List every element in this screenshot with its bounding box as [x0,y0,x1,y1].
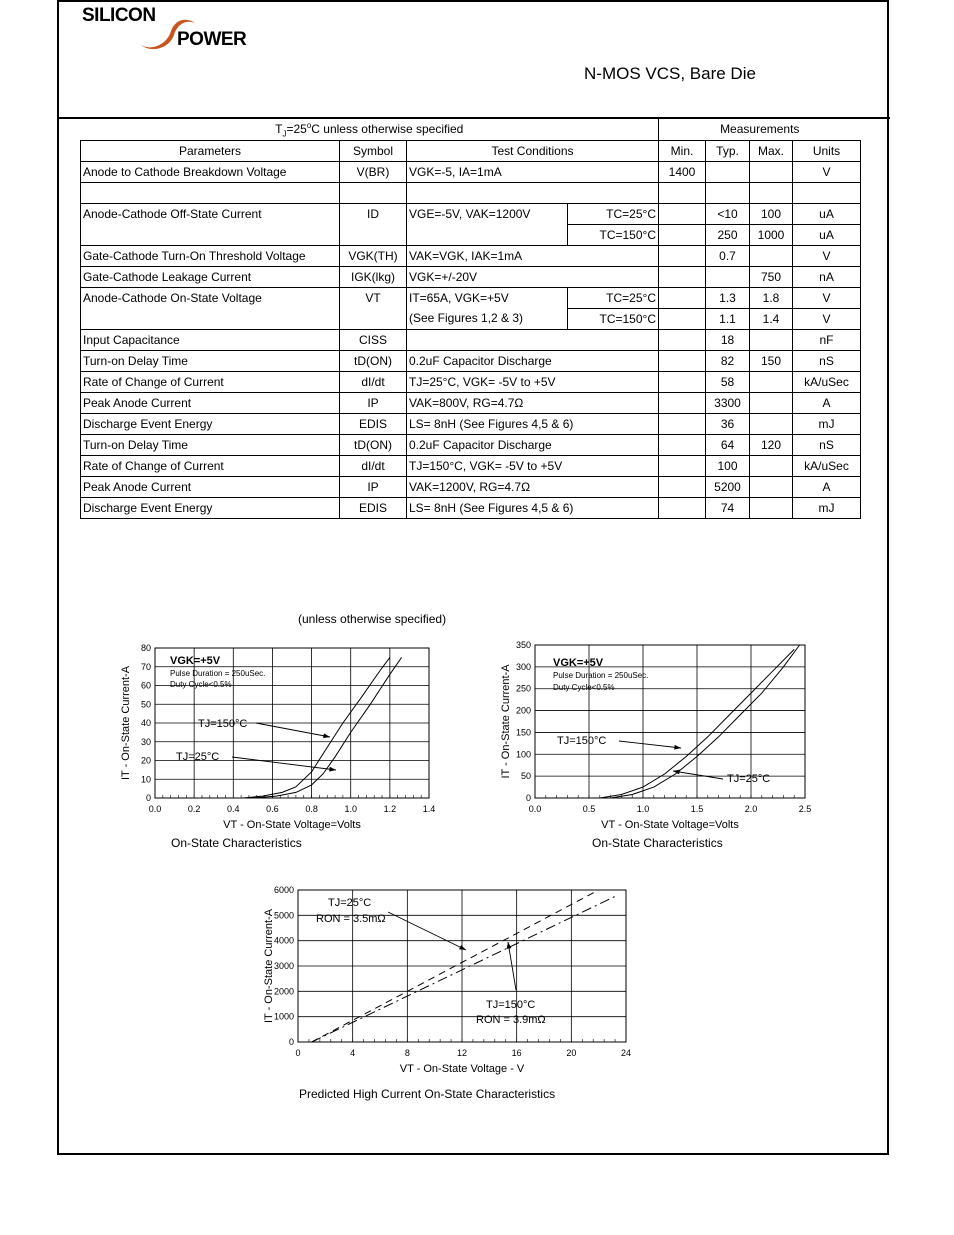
table-cell: V(BR) [340,161,407,182]
table-cell [659,224,706,245]
table-cell: 1.4 [750,308,793,329]
table-cell: 1.1 [706,308,750,329]
table-cell: dI/dt [340,371,407,392]
y-tick-label: 350 [515,640,531,650]
series-line [253,657,402,798]
table-cell: V [793,245,861,266]
chart-annotation: VGK=+5V [170,655,221,667]
table-row [81,266,861,287]
table-cell [659,203,706,224]
table-cell: V [793,287,861,308]
table-cell: TJ=150°C, VGK= -5V to +5V [407,455,659,476]
x-tick-label: 0.0 [528,804,542,814]
table-row [81,287,861,308]
table-cell: tD(ON) [340,350,407,371]
table-cell: <10 [706,203,750,224]
table-cell: 3300 [706,392,750,413]
table-row [81,434,861,455]
table-cell: Discharge Event Energy [81,497,340,518]
table-cell: 36 [706,413,750,434]
table-cell: V [793,161,861,182]
table-cell [340,308,407,329]
table-cell: IT=65A, VGK=+5V [407,287,568,308]
table-cell: EDIS [340,413,407,434]
chart-annotation: TJ=150°C [557,735,607,747]
charts-note: (unless otherwise specified) [298,612,447,626]
x-tick-label: 0.6 [266,804,279,814]
table-cell [659,392,706,413]
table-row [81,203,861,224]
table-cell: V [793,308,861,329]
table-cell: Input Capacitance [81,329,340,350]
table-cell: 1000 [750,224,793,245]
table-cell: Gate-Cathode Turn-On Threshold Voltage [81,245,340,266]
annotation-arrow [619,741,681,748]
chart-on-state-2 [483,640,823,855]
table-cell: Anode-Cathode On-State Voltage [81,287,340,308]
specifications-table [80,119,861,519]
table-cell: nS [793,350,861,371]
table-cell: 82 [706,350,750,371]
table-cell: 0.2uF Capacitor Discharge [407,350,659,371]
table-cell [750,371,793,392]
table-cell [659,455,706,476]
table-cell: mJ [793,413,861,434]
table-row [81,476,861,497]
y-tick-label: 50 [520,771,531,782]
table-cell [407,224,568,245]
chart-annotation: TJ=25°C [328,897,372,909]
table-cell: Discharge Event Energy [81,413,340,434]
y-tick-label: 60 [140,680,151,691]
y-tick-label: 70 [140,661,151,672]
table-cell: ID [340,203,407,224]
table-cell: Peak Anode Current [81,392,340,413]
table-cell [750,161,793,182]
table-row [81,413,861,434]
x-tick-label: 0.5 [582,804,596,814]
table-cell: VGK=-5, IA=1mA [407,161,659,182]
table-cell: 750 [750,266,793,287]
x-tick-label: 0.4 [227,804,240,814]
y-tick-label: 10 [140,774,151,785]
table-cell: 0.7 [706,245,750,266]
x-tick-label: 1.0 [344,804,357,814]
chart-annotation: RON = 3.9mΩ [476,1014,546,1026]
table-cell: tD(ON) [340,434,407,455]
table-cell [659,371,706,392]
chart-annotation: VGK=+5V [553,657,604,669]
table-cell: TC=150°C [568,308,659,329]
table-row [81,392,861,413]
chart-annotation: Duty Cycle<0.5% [170,680,232,689]
table-cell: TC=25°C [568,287,659,308]
table-cell [750,455,793,476]
column-header: Max. [750,140,793,161]
table-cell: VGK(TH) [340,245,407,266]
series-line [611,645,800,798]
document-title: N-MOS VCS, Bare Die [584,64,756,83]
table-cell: kA/uSec [793,371,861,392]
y-tick-label: 40 [140,718,151,728]
column-header: Parameters [81,140,340,161]
chart-annotation: Duty Cycle<0.5% [553,683,615,692]
table-cell: 1.3 [706,287,750,308]
table-cell: A [793,392,861,413]
table-cell: 1400 [659,161,706,182]
table-cell [81,224,340,245]
table-cell: LS= 8nH (See Figures 4,5 & 6) [407,413,659,434]
x-tick-label: 0 [295,1048,301,1058]
table-cell [750,497,793,518]
table-row [81,329,861,350]
table-cell [750,413,793,434]
table-cell: Turn-on Delay Time [81,434,340,455]
table-header-row [81,140,861,161]
arrow-head [459,945,466,950]
table-cell: mJ [793,497,861,518]
table-cell [659,287,706,308]
table-cell: Rate of Change of Current [81,371,340,392]
table-cell: 150 [750,350,793,371]
x-tick-label: 1.2 [383,804,397,814]
table-cell: 250 [706,224,750,245]
y-tick-label: 0 [145,793,151,803]
chart1-caption: On-State Characteristics [171,836,302,850]
x-tick-label: 1.4 [422,804,436,814]
y-axis-label: IT - On-State Current-A [120,665,132,781]
table-cell: Rate of Change of Current [81,455,340,476]
y-tick-label: 100 [515,749,531,760]
table-cell: VAK=800V, RG=4.7Ω [407,392,659,413]
x-tick-label: 24 [620,1048,632,1058]
table-cell: A [793,476,861,497]
table-cell: uA [793,203,861,224]
y-tick-label: 1000 [273,1011,294,1022]
x-tick-label: 1.0 [636,804,650,814]
table-row [81,224,861,245]
y-tick-label: 250 [515,683,531,694]
table-cell [81,308,340,329]
arrow-head [323,733,330,738]
table-row [81,371,861,392]
table-row [81,245,861,266]
table-cell [340,224,407,245]
company-logo [82,5,262,53]
table-cell [659,308,706,329]
arrow-head [507,942,512,949]
table-cell [750,476,793,497]
chart-annotation: TJ=25°C [727,773,771,785]
table-cell [750,329,793,350]
table-cell: nA [793,266,861,287]
table-cell [659,476,706,497]
spacer-row [81,182,861,203]
y-tick-label: 300 [515,661,531,672]
y-tick-label: 3000 [273,961,294,971]
table-cell: VT [340,287,407,308]
x-axis-label: VT - On-State Voltage - V [399,1063,525,1075]
x-tick-label: 16 [511,1048,522,1058]
table-cell: LS= 8nH (See Figures 4,5 & 6) [407,497,659,518]
y-tick-label: 50 [140,699,151,710]
table-cell [706,266,750,287]
table-cell: TC=150°C [568,224,659,245]
x-tick-label: 2.5 [798,804,812,814]
table-cell: nF [793,329,861,350]
y-tick-label: 2000 [273,986,294,997]
table-cell [407,329,659,350]
table-cell: CISS [340,329,407,350]
table-cell [750,245,793,266]
chart3-caption: Predicted High Current On-State Characteristics [299,1087,556,1101]
table-cell: Turn-on Delay Time [81,350,340,371]
column-header: Min. [659,140,706,161]
y-tick-label: 5000 [273,910,294,921]
table-cell: 1.8 [750,287,793,308]
table-cell [659,497,706,518]
table-cell: 18 [706,329,750,350]
chart-annotation: TJ=25°C [176,751,220,763]
annotation-arrow [673,771,723,779]
table-cell [706,161,750,182]
column-header: Symbol [340,140,407,161]
table-row [81,455,861,476]
table-cell: 5200 [706,476,750,497]
measurements-header: Measurements [659,119,861,140]
chart-annotation: TJ=150°C [486,999,536,1011]
chart-annotation: TJ=150°C [198,718,248,730]
y-tick-label: 150 [515,727,531,738]
x-tick-label: 0.2 [187,804,201,814]
table-cell: TJ=25°C, VGK= -5V to +5V [407,371,659,392]
x-tick-label: 8 [404,1048,410,1058]
table-cell [659,266,706,287]
table-cell: IGK(lkg) [340,266,407,287]
table-cell [659,329,706,350]
table-cell: 74 [706,497,750,518]
table-cell: Peak Anode Current [81,476,340,497]
table-cell: kA/uSec [793,455,861,476]
y-tick-label: 20 [140,755,151,766]
table-cell: 100 [750,203,793,224]
y-tick-label: 80 [140,643,151,653]
x-tick-label: 4 [350,1048,356,1058]
table-cell: 64 [706,434,750,455]
table-cell: 100 [706,455,750,476]
column-header: Typ. [706,140,750,161]
table-row [81,308,861,329]
conditions-note: $T_J=25^oC$ unless otherwise specified [81,119,659,140]
table-cell: dI/dt [340,455,407,476]
table-cell: TC=25°C [568,203,659,224]
table-cell: Anode-Cathode Off-State Current [81,203,340,224]
table-cell: VGK=+/-20V [407,266,659,287]
table-cell: 58 [706,371,750,392]
chart-annotation: RON = 3.5mΩ [316,913,386,925]
table-cell: VAK=VGK, IAK=1mA [407,245,659,266]
table-row [81,350,861,371]
chart-annotation: Pulse Duration = 250uSec. [170,669,266,678]
table-cell: VGE=-5V, VAK=1200V [407,203,568,224]
y-axis-label: IT - On-State Current-A [263,908,275,1024]
table-cell [750,392,793,413]
arrow-head [674,745,681,750]
y-axis-label: IT - On-State Current-A [500,664,512,779]
arrow-head [329,767,336,772]
table-cell [659,434,706,455]
table-cell: IP [340,476,407,497]
table-cell: IP [340,392,407,413]
series-line [243,657,390,798]
y-tick-label: 4000 [273,935,294,946]
x-tick-label: 12 [456,1048,468,1058]
logo-text-power: POWER [177,29,247,50]
x-tick-label: 20 [566,1048,577,1058]
annotation-arrow [388,912,466,950]
column-header: Units [793,140,861,161]
x-axis-label: VT - On-State Voltage=Volts [601,819,739,831]
x-tick-label: 1.5 [690,804,704,814]
table-cell: EDIS [340,497,407,518]
table-cell: VAK=1200V, RG=4.7Ω [407,476,659,497]
table-cell: (See Figures 1,2 & 3) [407,308,568,329]
column-header: Test Conditions [407,140,659,161]
x-tick-label: 0.8 [305,804,318,814]
x-tick-label: 0.0 [148,804,162,814]
table-cell: 120 [750,434,793,455]
annotation-arrow [256,723,330,737]
table-cell [659,245,706,266]
table-cell: 0.2uF Capacitor Discharge [407,434,659,455]
table-cell: uA [793,224,861,245]
table-cell: Gate-Cathode Leakage Current [81,266,340,287]
logo-text-silicon: SILICON [82,5,156,26]
table-row [81,161,861,182]
table-cell: Anode to Cathode Breakdown Voltage [81,161,340,182]
chart2-caption: On-State Characteristics [592,836,723,850]
x-tick-label: 2.0 [744,804,758,814]
y-tick-label: 6000 [273,885,294,895]
table-row [81,497,861,518]
y-tick-label: 200 [515,705,531,716]
y-tick-label: 0 [525,793,531,803]
table-cell: nS [793,434,861,455]
chart-annotation: Pulse Duration = 250uSec. [553,671,649,680]
table-cell [659,413,706,434]
chart-on-state-1 [110,640,450,855]
table-cell [659,350,706,371]
x-axis-label: VT - On-State Voltage=Volts [223,819,361,831]
y-tick-label: 30 [140,736,151,747]
chart-high-current [240,882,640,1077]
y-tick-label: 0 [288,1037,294,1047]
